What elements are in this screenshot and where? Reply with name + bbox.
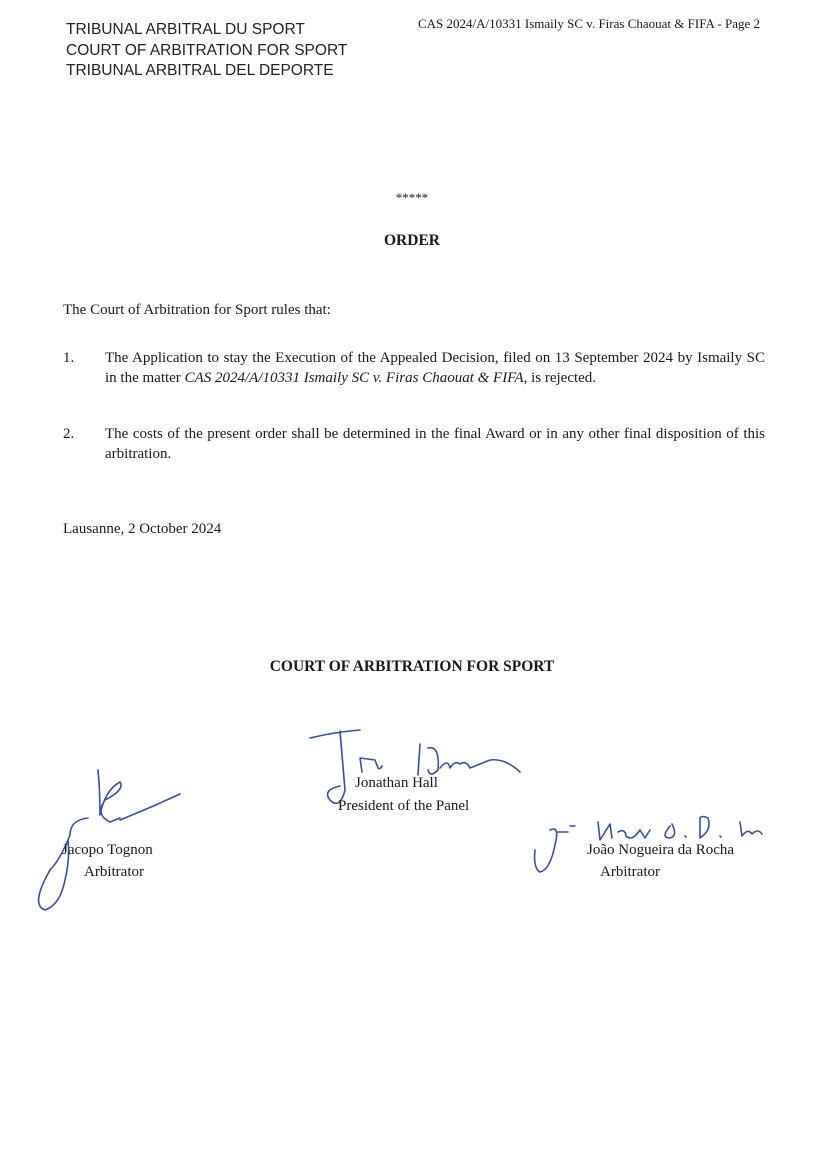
letterhead-line-fr: TRIBUNAL ARBITRAL DU SPORT (66, 21, 305, 38)
case-title: CAS 2024/A/10331 Ismaily SC v. Firas Chaouat & FIFA (184, 370, 524, 386)
signatory-role: Arbitrator (84, 864, 144, 880)
signatory-role: Arbitrator (600, 864, 660, 880)
item-text-end: , is rejected. (523, 370, 597, 386)
item-text: The Application to stay the Execution of the Appealed Decision, filed on 13 September 2024 by Ismaily SC in the matter (105, 350, 765, 386)
item-number: 1. (63, 350, 75, 366)
case-reference: CAS 2024/A/10331 Ismaily SC v. Firas Chaouat & FIFA - Page 2 (418, 16, 760, 31)
signatory-name: Jonathan Hall (355, 775, 438, 791)
signatory-role: President of the Panel (338, 798, 470, 814)
item-text: The costs of the present order shall be determined in the final Award or in any other final disposition of this arbitration. (105, 426, 765, 462)
place-date: Lausanne, 2 October 2024 (63, 521, 222, 537)
intro-text: The Court of Arbitration for Sport rules that: (63, 302, 331, 318)
court-name: COURT OF ARBITRATION FOR SPORT (269, 658, 555, 675)
separator: ***** (395, 190, 429, 205)
signature-hall (310, 730, 520, 803)
signatory-name: Jacopo Tognon (62, 842, 153, 858)
item-number: 2. (63, 426, 75, 442)
signature-tognon (39, 770, 180, 910)
signatory-name: João Nogueira da Rocha (587, 842, 735, 858)
page-title: ORDER (384, 232, 440, 249)
letterhead-line-es: TRIBUNAL ARBITRAL DEL DEPORTE (66, 62, 334, 79)
letterhead-line-en: COURT OF ARBITRATION FOR SPORT (66, 41, 348, 59)
